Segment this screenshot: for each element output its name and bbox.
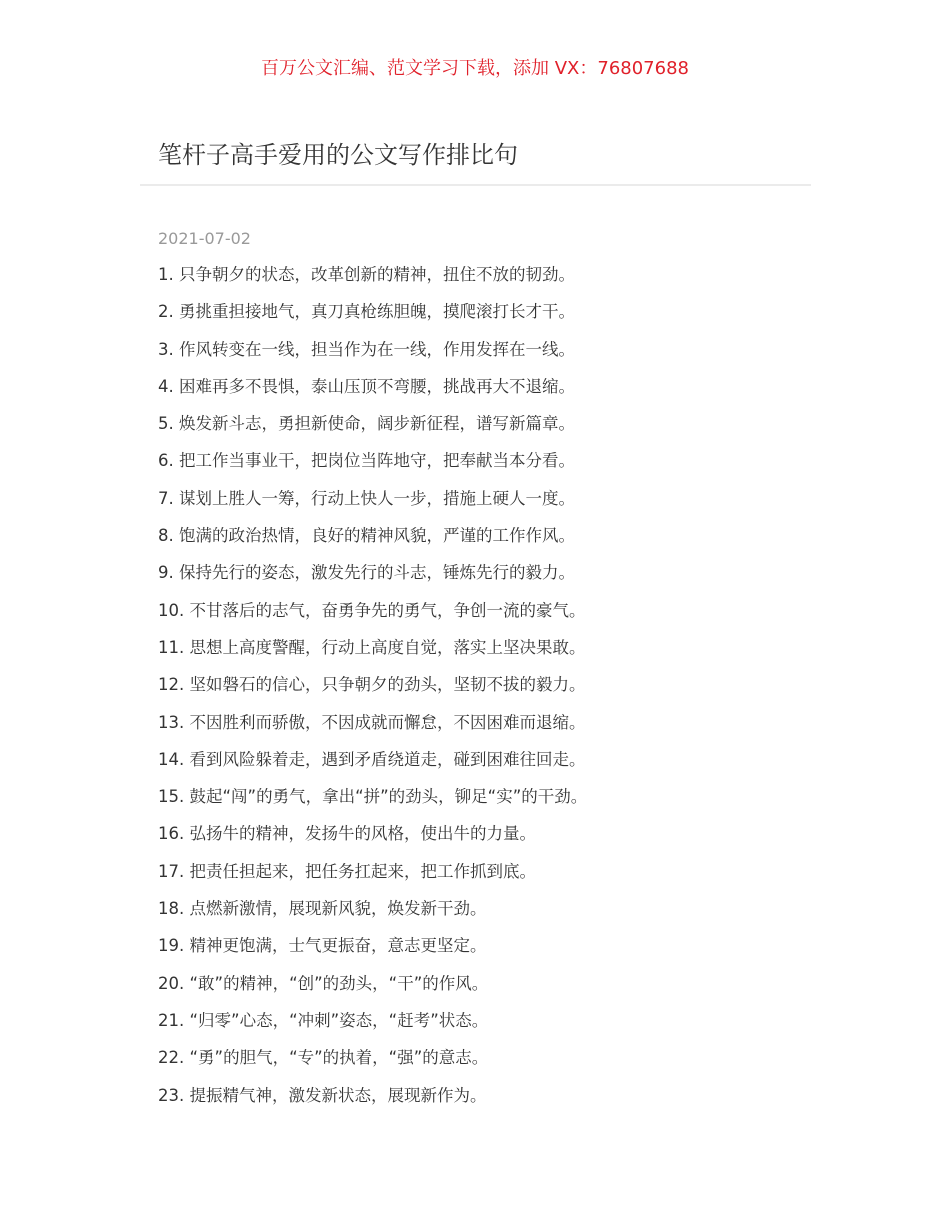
list-item: 15. 鼓起“闯”的勇气，拿出“拼”的劲头，铆足“实”的干劲。 — [158, 787, 588, 807]
list-item: 6. 把工作当事业干，把岗位当阵地守，把奉献当本分看。 — [158, 451, 575, 471]
list-item: 7. 谋划上胜人一筹，行动上快人一步，措施上硬人一度。 — [158, 488, 575, 508]
promo-banner: 百万公文汇编、范文学习下载，添加 VX：76807688 — [261, 58, 689, 79]
article-title: 笔杆子高手爱用的公文写作排比句 — [158, 141, 518, 169]
list-item: 16. 弘扬牛的精神，发扬牛的风格，使出牛的力量。 — [158, 824, 536, 844]
sentence-list — [158, 256, 798, 1114]
list-item: 21. “归零”心态，“冲刺”姿态，“赶考”状态。 — [158, 1010, 489, 1030]
list-item: 5. 焕发新斗志，勇担新使命，阔步新征程，谱写新篇章。 — [158, 414, 575, 434]
list-item: 23. 提振精气神，激发新状态，展现新作为。 — [158, 1085, 487, 1105]
publish-date: 2021-07-02 — [158, 229, 251, 248]
list-item: 4. 困难再多不畏惧，泰山压顶不弯腰，挑战再大不退缩。 — [158, 376, 575, 396]
list-item: 3. 作风转变在一线，担当作为在一线，作用发挥在一线。 — [158, 339, 575, 359]
list-item: 14. 看到风险躲着走，遇到矛盾绕道走，碰到困难往回走。 — [158, 749, 586, 769]
list-item: 17. 把责任担起来，把任务扛起来，把工作抓到底。 — [158, 861, 536, 881]
title-divider — [140, 184, 811, 186]
list-item: 12. 坚如磐石的信心，只争朝夕的劲头，坚韧不拔的毅力。 — [158, 675, 586, 695]
list-item: 10. 不甘落后的志气，奋勇争先的勇气，争创一流的豪气。 — [158, 600, 586, 620]
list-item: 2. 勇挑重担接地气，真刀真枪练胆魄，摸爬滚打长才干。 — [158, 302, 575, 322]
list-item: 19. 精神更饱满，士气更振奋，意志更坚定。 — [158, 936, 487, 956]
list-item: 11. 思想上高度警醒，行动上高度自觉，落实上坚决果敢。 — [158, 637, 586, 657]
list-item: 13. 不因胜利而骄傲，不因成就而懈怠，不因困难而退缩。 — [158, 712, 586, 732]
list-item: 9. 保持先行的姿态，激发先行的斗志，锤炼先行的毅力。 — [158, 563, 575, 583]
list-item: 8. 饱满的政治热情，良好的精神风貌，严谨的工作作风。 — [158, 526, 575, 546]
list-item: 20. “敢”的精神，“创”的劲头，“干”的作风。 — [158, 973, 489, 993]
list-item: 1. 只争朝夕的状态，改革创新的精神，扭住不放的韧劲。 — [158, 265, 575, 284]
list-item: 18. 点燃新激情，展现新风貌，焕发新干劲。 — [158, 899, 487, 919]
list-item: 22. “勇”的胆气，“专”的执着，“强”的意志。 — [158, 1048, 489, 1068]
